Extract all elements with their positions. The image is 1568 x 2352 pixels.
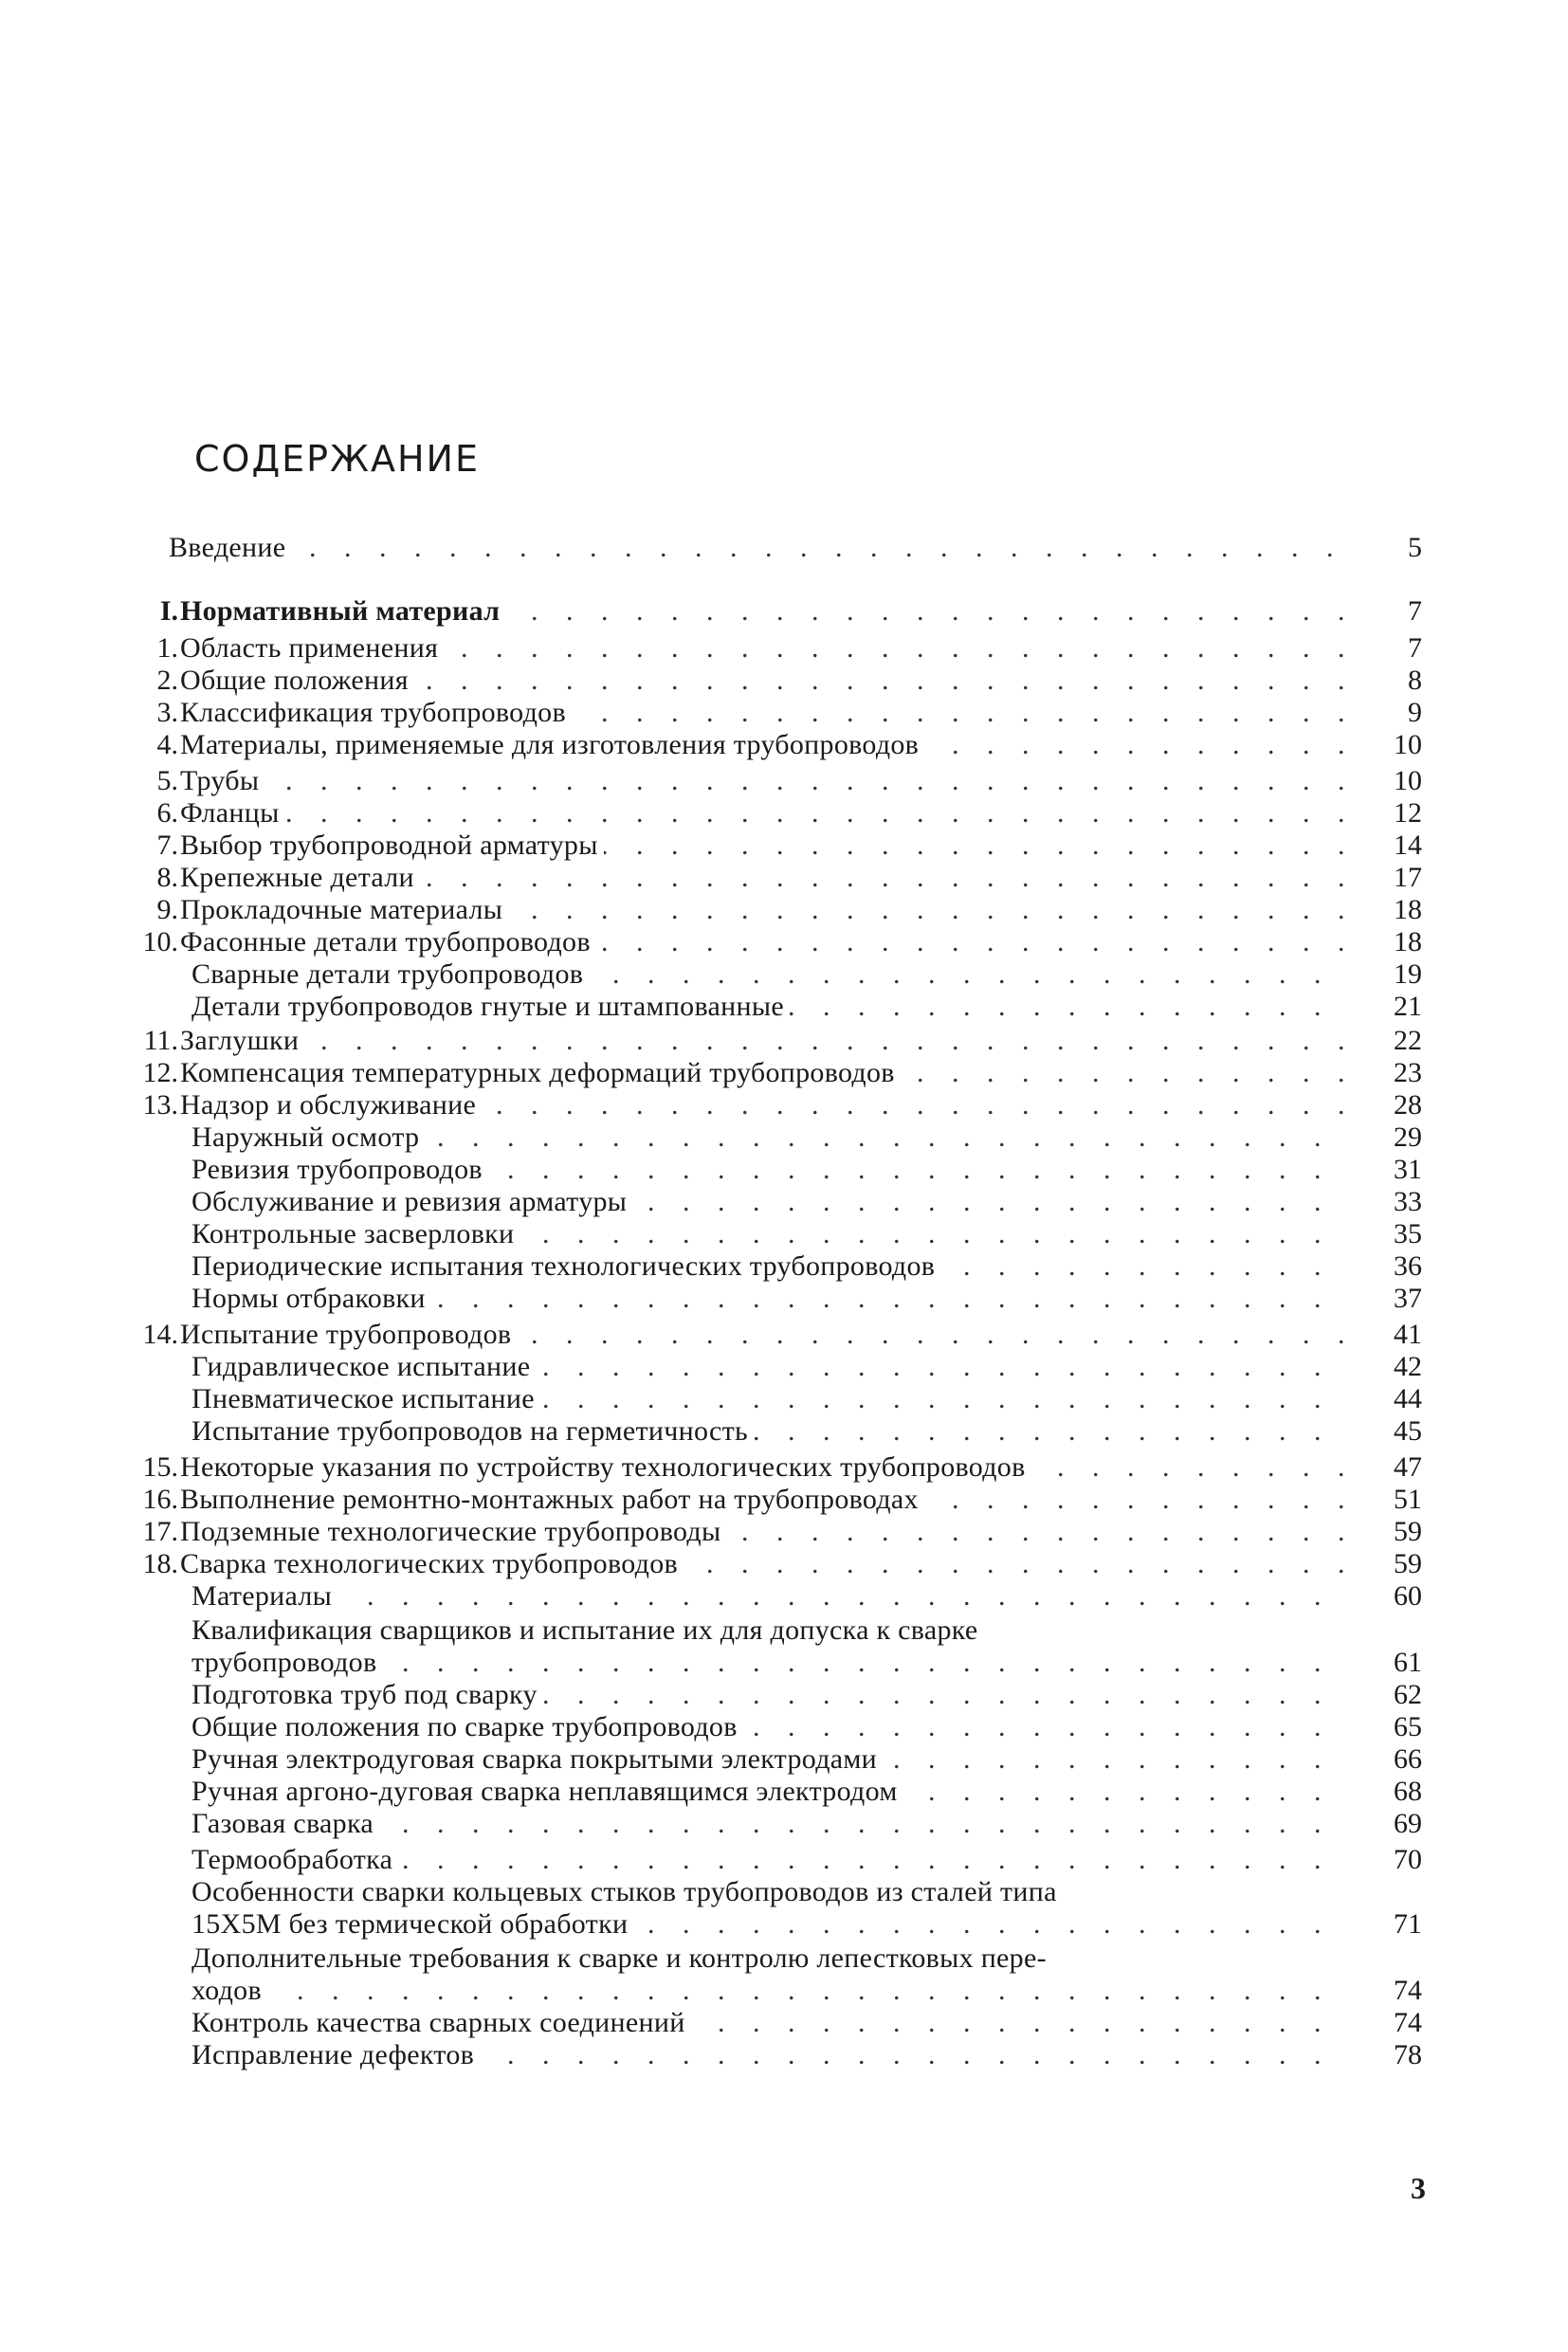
toc-entry: [123, 1450, 1422, 1485]
toc-entry-number: 5.: [156, 765, 178, 796]
toc-entry-label: Нормы отбраковки . . .: [191, 1282, 1346, 1316]
toc-entry: [123, 1382, 1422, 1416]
toc-entry-page: 7: [1408, 632, 1422, 664]
toc-entry: [123, 1056, 1422, 1090]
toc-entry-label: Особенности сварки кольцевых стыков трубопроводов из сталей типа: [191, 1875, 1346, 1909]
toc-entry-label: Термообработка . . .: [191, 1843, 1346, 1877]
toc-entry-page: 59: [1394, 1516, 1422, 1547]
toc-entry: [123, 925, 1422, 959]
toc-entry-page: 60: [1394, 1580, 1422, 1612]
toc-entry-number: 4.: [156, 729, 178, 760]
toc-entry: [123, 1646, 1422, 1680]
toc-entry-page: 10: [1394, 729, 1422, 760]
toc-entry: [123, 696, 1422, 730]
toc-entry-number: 18.: [142, 1548, 178, 1579]
toc-entry: [123, 893, 1422, 927]
toc-entry-page: 12: [1394, 797, 1422, 829]
toc-entry-number: 8.: [156, 862, 178, 893]
toc-entry-label: Нормативный материал . . .: [180, 594, 1346, 629]
toc-entry-label: Ревизия трубопроводов . . .: [191, 1153, 1346, 1187]
toc-entry-page: 51: [1394, 1484, 1422, 1515]
toc-entry: [123, 990, 1422, 1024]
toc-entry: [123, 728, 1422, 762]
toc-entry-number: 9.: [156, 894, 178, 925]
toc-entry: [123, 1907, 1422, 1942]
toc-entry: [123, 957, 1422, 992]
toc-entry: [123, 2038, 1422, 2072]
toc-entry-number: 16.: [142, 1484, 178, 1515]
toc-entry-label: Наружный осмотр . . .: [191, 1121, 1346, 1155]
toc-entry-label: Квалификация сварщиков и испытание их для допуска к сварке: [191, 1614, 1346, 1648]
toc-entry-label: Заглушки . . .: [180, 1024, 1346, 1058]
toc-entry: [123, 829, 1422, 863]
toc-entry-page: 33: [1394, 1186, 1422, 1217]
toc-entry-page: 44: [1394, 1383, 1422, 1414]
toc-entry-number: 2.: [156, 665, 178, 696]
toc-entry-page: 17: [1394, 862, 1422, 893]
toc-entry-page: 62: [1394, 1679, 1422, 1710]
toc-entry: [123, 796, 1422, 830]
toc-entry-label: Ручная аргоно-дуговая сварка неплавящимся электродом . . .: [191, 1775, 1346, 1809]
toc-entry-page: 5: [1408, 532, 1422, 563]
toc-entry: [123, 664, 1422, 698]
toc-entry-label: Материалы . . .: [191, 1579, 1346, 1614]
toc-entry-label: Некоторые указания по устройству технологических трубопроводов . . .: [180, 1450, 1346, 1485]
toc-entry-number: I.: [159, 595, 178, 627]
toc-entry-page: 45: [1394, 1415, 1422, 1447]
page-title: СОДЕРЖАНИЕ: [194, 438, 480, 480]
toc-entry-page: 78: [1394, 2039, 1422, 2070]
toc-entry: [123, 1185, 1422, 1219]
toc-entry: [123, 1974, 1422, 2008]
toc-entry-page: 31: [1394, 1154, 1422, 1185]
toc-entry-label: Трубы . . .: [180, 764, 1346, 798]
toc-entry-page: 71: [1394, 1908, 1422, 1940]
toc-entry: [123, 1614, 1422, 1648]
toc-entry-label: ходов . . .: [191, 1974, 1346, 2008]
toc-entry-label: Контроль качества сварных соединений . . .: [191, 2006, 1346, 2040]
toc-entry-number: 3.: [156, 697, 178, 728]
toc-entry: [123, 1742, 1422, 1777]
toc-entry-label: Компенсация температурных деформаций трубопроводов . . .: [180, 1056, 1346, 1090]
toc-entry: [123, 1121, 1422, 1155]
toc-entry-page: 74: [1394, 2007, 1422, 2038]
toc-entry-label: Подземные технологические трубопроводы . . .: [180, 1515, 1346, 1549]
toc-entry: [123, 1843, 1422, 1877]
toc-entry-label: Крепежные детали . . .: [180, 861, 1346, 895]
toc-entry-label: Сварка технологических трубопроводов . . .: [180, 1547, 1346, 1581]
toc-entry: [123, 1088, 1422, 1122]
toc-entry-label: Детали трубопроводов гнутые и штампованные . . .: [191, 990, 1346, 1024]
toc-entry-label: Общие положения . . .: [180, 664, 1346, 698]
toc-entry: [123, 1024, 1422, 1058]
toc-entry-page: 29: [1394, 1121, 1422, 1153]
toc-entry-label: Введение . . .: [169, 531, 1346, 565]
toc-entry-label: 15Х5М без термической обработки . . .: [191, 1907, 1346, 1942]
toc-entry: [123, 861, 1422, 895]
toc-entry-page: 8: [1408, 665, 1422, 696]
toc-entry-number: 1.: [156, 632, 178, 664]
toc-entry: [123, 1153, 1422, 1187]
toc-entry: [123, 594, 1422, 629]
toc-entry-label: Ручная электродуговая сварка покрытыми электродами . . .: [191, 1742, 1346, 1777]
toc-entry-page: 9: [1408, 697, 1422, 728]
toc-entry-page: 66: [1394, 1743, 1422, 1775]
toc-entry-page: 22: [1394, 1025, 1422, 1056]
toc-entry-number: 11.: [143, 1025, 178, 1056]
toc-entry-label: Сварные детали трубопроводов . . .: [191, 957, 1346, 992]
toc-entry-label: Прокладочные материалы . . .: [180, 893, 1346, 927]
toc-entry-number: 10.: [142, 926, 178, 957]
toc-entry-number: 15.: [142, 1451, 178, 1483]
toc-entry-page: 23: [1394, 1057, 1422, 1088]
toc-entry-page: 37: [1394, 1283, 1422, 1314]
toc-entry: [123, 2006, 1422, 2040]
toc-entry-label: Газовая сварка . . .: [191, 1807, 1346, 1841]
toc-entry-label: Надзор и обслуживание . . .: [180, 1088, 1346, 1122]
toc-entry: [123, 631, 1422, 665]
toc-entry-page: 21: [1394, 991, 1422, 1022]
toc-entry-label: Материалы, применяемые для изготовления трубопроводов . . .: [180, 728, 1346, 762]
toc-entry: [123, 1775, 1422, 1809]
toc-entry: [123, 1217, 1422, 1251]
toc-entry-label: Гидравлическое испытание . . .: [191, 1350, 1346, 1384]
toc-entry-page: 61: [1394, 1647, 1422, 1678]
toc-entry-page: 42: [1394, 1351, 1422, 1382]
page-number: 3: [1411, 2171, 1426, 2205]
toc-entry-number: 6.: [156, 797, 178, 829]
toc-entry-page: 41: [1394, 1319, 1422, 1350]
toc-entry-label: Пневматическое испытание . . .: [191, 1382, 1346, 1416]
toc-entry: [123, 1483, 1422, 1517]
toc-entry-page: 28: [1394, 1089, 1422, 1121]
toc-entry-label: Дополнительные требования к сварке и контролю лепестковых пере-: [191, 1942, 1346, 1976]
toc-entry-label: Фасонные детали трубопроводов . . .: [180, 925, 1346, 959]
toc-entry-label: Классификация трубопроводов . . .: [180, 696, 1346, 730]
toc-entry: [123, 1579, 1422, 1614]
toc-entry-page: 74: [1394, 1975, 1422, 2006]
toc-entry-label: Фланцы . . .: [180, 796, 1346, 830]
toc-entry-page: 14: [1394, 830, 1422, 861]
toc-entry: [123, 1414, 1422, 1449]
toc-entry: [123, 1710, 1422, 1744]
toc-entry-label: Испытание трубопроводов на герметичность . . .: [191, 1414, 1346, 1449]
toc-entry: [123, 1942, 1422, 1976]
toc-entry: [123, 1350, 1422, 1384]
toc-entry-label: Контрольные засверловки . . .: [191, 1217, 1346, 1251]
toc-entry: [123, 1875, 1422, 1909]
toc-entry-page: 47: [1394, 1451, 1422, 1483]
toc-entry-label: Испытание трубопроводов . . .: [180, 1318, 1346, 1352]
toc-entry-label: Исправление дефектов . . .: [191, 2038, 1346, 2072]
toc-entry-page: 36: [1394, 1250, 1422, 1282]
toc-entry-page: 69: [1394, 1808, 1422, 1839]
toc-entry: [123, 764, 1422, 798]
toc-entry-page: 70: [1394, 1844, 1422, 1875]
toc-entry: [123, 1547, 1422, 1581]
toc-entry: [123, 1807, 1422, 1841]
toc-entry-label: Подготовка труб под сварку . . .: [191, 1678, 1346, 1712]
toc-entry-page: 19: [1394, 958, 1422, 990]
toc-entry-number: 7.: [156, 830, 178, 861]
toc-entry: [123, 1678, 1422, 1712]
toc-entry-label: Обслуживание и ревизия арматуры . . .: [191, 1185, 1346, 1219]
toc-entry-page: 7: [1408, 595, 1422, 627]
toc-entry: [123, 1318, 1422, 1352]
toc-entry-page: 68: [1394, 1776, 1422, 1807]
toc-entry-number: 12.: [142, 1057, 178, 1088]
toc-entry-number: 17.: [142, 1516, 178, 1547]
toc-entry-number: 13.: [142, 1089, 178, 1121]
toc-entry: [123, 1282, 1422, 1316]
toc-entry-page: 35: [1394, 1218, 1422, 1249]
toc-entry-label: Выбор трубопроводной арматуры . . .: [180, 829, 1346, 863]
toc-entry: [123, 1515, 1422, 1549]
toc-entry-page: 65: [1394, 1711, 1422, 1742]
toc-entry-number: 14.: [142, 1319, 178, 1350]
toc-entry-page: 59: [1394, 1548, 1422, 1579]
toc-entry-label: Выполнение ремонтно-монтажных работ на трубопроводах . . .: [180, 1483, 1346, 1517]
toc-entry-page: 18: [1394, 894, 1422, 925]
toc-entry-page: 10: [1394, 765, 1422, 796]
toc-entry: [123, 1249, 1422, 1284]
toc-entry-label: Периодические испытания технологических трубопроводов . . .: [191, 1249, 1346, 1284]
toc-entry-page: 18: [1394, 926, 1422, 957]
toc-entry-label: трубопроводов . . .: [191, 1646, 1346, 1680]
toc-entry: [123, 531, 1422, 565]
toc-entry-label: Общие положения по сварке трубопроводов . . .: [191, 1710, 1346, 1744]
toc-entry-label: Область применения . . .: [180, 631, 1346, 665]
